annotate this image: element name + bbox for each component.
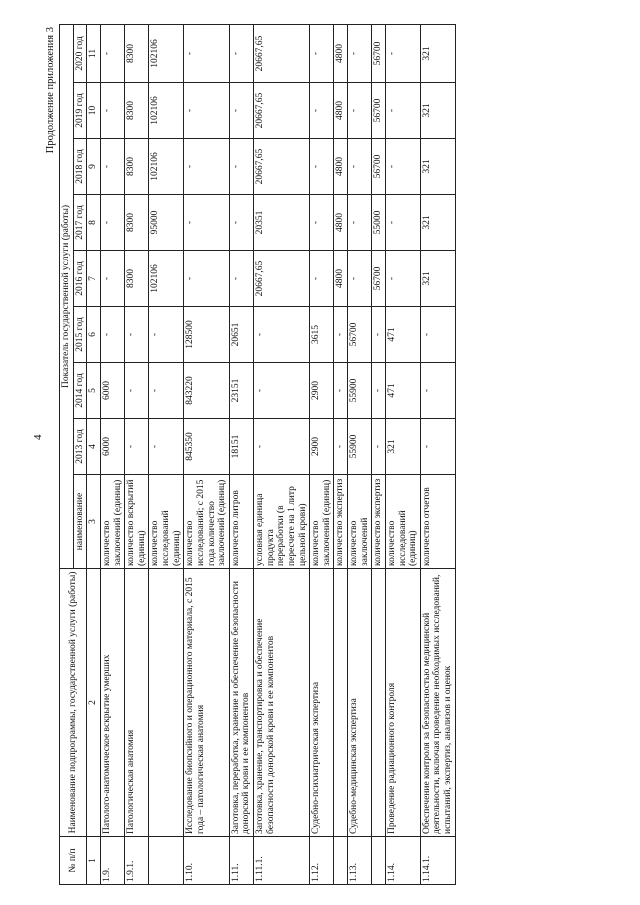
row-value: - (310, 195, 334, 251)
row-name: Патологическая анатомия (125, 569, 149, 837)
table-row (149, 24, 184, 884)
row-value: 18151 (229, 419, 253, 475)
row-value: - (254, 307, 310, 363)
row-value: 56700 (348, 307, 372, 363)
row-value: - (348, 139, 372, 195)
header-num: № п/п (60, 837, 87, 885)
row-value: - (385, 251, 420, 307)
row-value: - (184, 24, 230, 82)
row-value: 20667,65 (254, 139, 310, 195)
row-indicator: количество заключений (единиц) (100, 475, 124, 569)
row-value: - (100, 83, 124, 139)
header-year: 2013 год (73, 419, 87, 475)
row-value: - (229, 83, 253, 139)
row-indicator: количество заключений (348, 475, 372, 569)
header-year: 2017 год (73, 195, 87, 251)
header-indicator-name: наименование (73, 475, 87, 569)
row-value: 20651 (229, 307, 253, 363)
header-year: 2015 год (73, 307, 87, 363)
row-name: Обеспечение контроля за безопасностью медицинской деятельности, включая проведение необходимых исследований, испытаний, экспертиз, анализов и оценок (420, 569, 455, 837)
header-year: 2018 год (73, 139, 87, 195)
row-value: - (310, 251, 334, 307)
row-value: 845350 (184, 419, 230, 475)
table-row (254, 24, 310, 884)
row-value: 55900 (348, 419, 372, 475)
row-indicator: количество заключений (единиц) (310, 475, 334, 569)
row-number: 1.14. (385, 837, 420, 885)
row-value: 471 (385, 307, 420, 363)
row-value: 8300 (125, 195, 149, 251)
row-indicator: количество литров (229, 475, 253, 569)
row-value: 55000 (372, 195, 386, 251)
row-value: - (348, 195, 372, 251)
row-value: 4800 (334, 83, 348, 139)
row-value: - (334, 307, 348, 363)
row-value: 8300 (125, 251, 149, 307)
header-col-number: 3 (87, 475, 101, 569)
table-row (229, 24, 253, 884)
row-value: - (229, 251, 253, 307)
row-value: - (100, 24, 124, 82)
row-indicator: количество исследований (единиц) (385, 475, 420, 569)
row-value: - (310, 24, 334, 82)
row-value: - (100, 251, 124, 307)
row-name: Судебно-психиатрическая экспертиза (310, 569, 334, 837)
row-value: 321 (420, 24, 455, 82)
row-value: 321 (420, 195, 455, 251)
row-value: 6000 (100, 419, 124, 475)
row-value: - (149, 307, 184, 363)
row-value: - (385, 24, 420, 82)
row-value: - (372, 363, 386, 419)
row-indicator: количество исследований (единиц) (149, 475, 184, 569)
row-name (149, 569, 184, 837)
row-value: - (229, 24, 253, 82)
row-value: 20667,65 (254, 83, 310, 139)
row-value: 321 (385, 419, 420, 475)
header-year: 2016 год (73, 251, 87, 307)
row-value: - (184, 195, 230, 251)
header-year: 2019 год (73, 83, 87, 139)
row-value: - (310, 139, 334, 195)
row-number: 1.9.1. (125, 837, 149, 885)
row-value: - (184, 83, 230, 139)
row-value: - (372, 419, 386, 475)
header-col-number: 10 (87, 83, 101, 139)
row-number (334, 837, 348, 885)
table-row (100, 24, 124, 884)
row-value: 4800 (334, 195, 348, 251)
table-row (372, 24, 386, 884)
row-value: 4800 (334, 139, 348, 195)
table-row (420, 24, 455, 884)
row-value: 8300 (125, 24, 149, 82)
row-value: - (100, 139, 124, 195)
row-name: Исследование биопсийного и операционного материала, с 2015 года – патологическая анатомия (184, 569, 230, 837)
row-value: 4800 (334, 24, 348, 82)
row-value: 471 (385, 363, 420, 419)
row-value: 95000 (149, 195, 184, 251)
row-value: - (125, 307, 149, 363)
row-name: Патолого-анатомическое вскрытие умерших (100, 569, 124, 837)
row-number: 1.10. (184, 837, 230, 885)
row-value: - (184, 251, 230, 307)
row-value: - (385, 83, 420, 139)
table-row (310, 24, 334, 884)
header-indicator-group: Показатель государственной услуги (работы) (60, 24, 74, 568)
row-value: - (334, 363, 348, 419)
row-value: 102106 (149, 251, 184, 307)
row-value: - (184, 139, 230, 195)
row-number: 1.14.1. (420, 837, 455, 885)
header-col-number: 8 (87, 195, 101, 251)
row-value: - (420, 363, 455, 419)
table-row (125, 24, 149, 884)
row-value: 2900 (310, 419, 334, 475)
header-col-number: 5 (87, 363, 101, 419)
row-value: - (254, 419, 310, 475)
row-indicator: количество экспертиз (372, 475, 386, 569)
row-value: 843220 (184, 363, 230, 419)
row-value: 8300 (125, 139, 149, 195)
row-value: - (125, 363, 149, 419)
header-col-number: 2 (87, 569, 101, 837)
header-col-number: 1 (87, 837, 101, 885)
row-indicator: количество исследований; с 2015 года количество заключений (единиц) (184, 475, 230, 569)
row-number (149, 837, 184, 885)
header-year: 2014 год (73, 363, 87, 419)
row-value: - (385, 195, 420, 251)
row-value: - (348, 24, 372, 82)
row-value: 56700 (372, 83, 386, 139)
row-name: Заготовка, переработка, хранение и обеспечение безопасности донорской крови и ее компонентов (229, 569, 253, 837)
rotated-page (45, 25, 625, 885)
row-number: 1.9. (100, 837, 124, 885)
row-value: 20351 (254, 195, 310, 251)
row-value: - (149, 419, 184, 475)
row-value: - (149, 363, 184, 419)
row-name (372, 569, 386, 837)
row-number: 1.11.1. (254, 837, 310, 885)
indicators-table (59, 24, 456, 885)
row-value: - (334, 419, 348, 475)
row-value: - (420, 307, 455, 363)
row-value: 56700 (372, 24, 386, 82)
page-number: 4 (32, 434, 44, 440)
row-value: - (310, 83, 334, 139)
header-col-number: 9 (87, 139, 101, 195)
row-name: Проведение радиационного контроля (385, 569, 420, 837)
header-col-number: 7 (87, 251, 101, 307)
row-indicator: условная единица продукта переработки (в пересчете на 1 литр цельной крови) (254, 475, 310, 569)
row-value: 128500 (184, 307, 230, 363)
row-value: 102106 (149, 83, 184, 139)
row-value: 23151 (229, 363, 253, 419)
appendix-caption: Продолжение приложения 3 (45, 27, 56, 154)
row-value: 102106 (149, 24, 184, 82)
row-value: 55900 (348, 363, 372, 419)
row-value: 2900 (310, 363, 334, 419)
row-value: 56700 (372, 139, 386, 195)
table-row (334, 24, 348, 884)
header-year: 2020 год (73, 24, 87, 82)
row-value: - (254, 363, 310, 419)
row-number: 1.13. (348, 837, 372, 885)
row-value: - (229, 195, 253, 251)
row-value: 3615 (310, 307, 334, 363)
row-value: 8300 (125, 83, 149, 139)
row-value: - (348, 83, 372, 139)
row-name: Судебно-медицинская экспертиза (348, 569, 372, 837)
row-name: Заготовка, хранение, транспортировка и обеспечение безопасности донорской крови и ее компонентов (254, 569, 310, 837)
row-value: 4800 (334, 251, 348, 307)
row-value: 321 (420, 251, 455, 307)
row-value: 6000 (100, 363, 124, 419)
header-name: Наименование подпрограммы, государственной услуги (работы) (60, 569, 87, 837)
row-value: 102106 (149, 139, 184, 195)
row-value: - (125, 419, 149, 475)
row-value: - (348, 251, 372, 307)
row-value: - (372, 307, 386, 363)
row-number: 1.11. (229, 837, 253, 885)
row-value: - (385, 139, 420, 195)
table-row (385, 24, 420, 884)
row-value: 321 (420, 83, 455, 139)
header-col-number: 6 (87, 307, 101, 363)
header-col-number: 4 (87, 419, 101, 475)
row-value: - (420, 419, 455, 475)
row-value: 20667,65 (254, 251, 310, 307)
row-number: 1.12. (310, 837, 334, 885)
row-name (334, 569, 348, 837)
row-indicator: количество экспертиз (334, 475, 348, 569)
row-value: - (100, 307, 124, 363)
table-row (184, 24, 230, 884)
row-number (372, 837, 386, 885)
row-indicator: количество вскрытий (единиц) (125, 475, 149, 569)
row-indicator: количество отчетов (420, 475, 455, 569)
row-value: - (100, 195, 124, 251)
row-value: 321 (420, 139, 455, 195)
row-value: 20667,65 (254, 24, 310, 82)
row-value: - (229, 139, 253, 195)
table-row (348, 24, 372, 884)
row-value: 56700 (372, 251, 386, 307)
header-col-number: 11 (87, 24, 101, 82)
